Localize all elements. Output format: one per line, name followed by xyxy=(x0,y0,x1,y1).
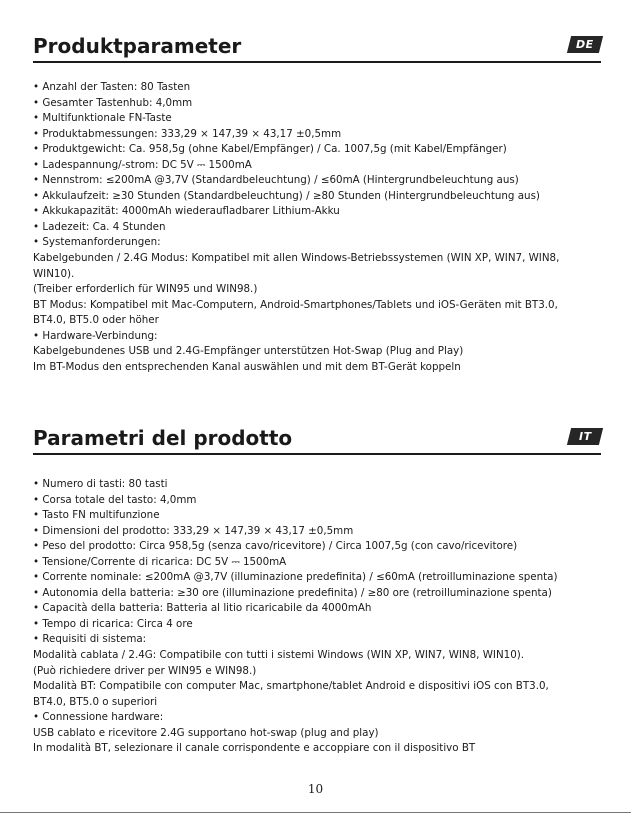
parameter-list xyxy=(33,477,601,757)
parameter-line: • Akkulaufzeit: ≥30 Stunden (Standardbeleuchtung) / ≥80 Stunden (Hintergrundbeleuchtung aus) xyxy=(33,189,540,202)
parameter-line: Kabelgebundenes USB und 2.4G-Empfänger unterstützen Hot-Swap (Plug and Play) xyxy=(33,345,464,358)
parameter-line: In modalità BT, selezionare il canale corrispondente e accoppiare con il dispositivo BT xyxy=(33,742,476,755)
parameter-line: Im BT-Modus den entsprechenden Kanal auswählen und mit dem BT-Gerät koppeln xyxy=(33,360,461,373)
section-de xyxy=(33,33,601,373)
parameter-line: • Autonomia della batteria: ≥30 ore (illuminazione predefinita) / ≥80 ore (retroilluminazione spenta) xyxy=(33,586,552,599)
parameter-line: • Corrente nominale: ≤200mA @3,7V (illuminazione predefinita) / ≤60mA (retroilluminazione spenta) xyxy=(33,571,558,584)
parameter-line: • Akkukapazität: 4000mAh wiederaufladbarer Lithium-Akku xyxy=(33,205,340,218)
section-it xyxy=(33,425,601,755)
parameter-line: • Produktabmessungen: 333,29 × 147,39 × 43,17 ±0,5mm xyxy=(33,127,342,140)
parameter-line: • Ladespannung/-strom: DC 5V ⎓ 1500mA xyxy=(33,158,252,171)
parameter-line: • Produktgewicht: Ca. 958,5g (ohne Kabel/Empfänger) / Ca. 1007,5g (mit Kabel/Empfänger) xyxy=(33,143,507,156)
language-badge-label: DE xyxy=(576,38,594,51)
parameter-line: • Tasto FN multifunzione xyxy=(33,509,160,522)
page-number: 10 xyxy=(307,782,324,796)
language-badge-de xyxy=(567,36,603,53)
parameter-line: WIN10). xyxy=(33,267,75,280)
parameter-line: • Ladezeit: Ca. 4 Stunden xyxy=(33,220,166,233)
parameter-line: • Connessione hardware: xyxy=(33,711,164,724)
section-title: Produktparameter xyxy=(33,34,242,58)
parameter-line: • Capacità della batteria: Batteria al litio ricaricabile da 4000mAh xyxy=(33,602,372,615)
title-underline xyxy=(33,453,601,455)
parameter-line: • Requisiti di sistema: xyxy=(33,633,147,646)
parameter-line: (Può richiedere driver per WIN95 e WIN98.) xyxy=(33,664,257,677)
parameter-list xyxy=(33,80,601,375)
page-bottom-rule xyxy=(0,812,631,813)
section-title: Parametri del prodotto xyxy=(33,426,293,450)
parameter-line: • Multifunktionale FN-Taste xyxy=(33,112,172,125)
parameter-line: • Tempo di ricarica: Circa 4 ore xyxy=(33,617,193,630)
parameter-line: BT Modus: Kompatibel mit Mac-Computern, Android-Smartphones/Tablets und iOS-Geräten mit BT3.0, xyxy=(33,298,558,311)
section-header xyxy=(33,33,601,63)
parameter-line: • Corsa totale del tasto: 4,0mm xyxy=(33,493,197,506)
parameter-line: • Hardware-Verbindung: xyxy=(33,329,158,342)
parameter-line: • Peso del prodotto: Circa 958,5g (senza cavo/ricevitore) / Circa 1007,5g (con cavo/ricevitore) xyxy=(33,540,518,553)
parameter-line: • Nennstrom: ≤200mA @3,7V (Standardbeleuchtung) / ≤60mA (Hintergrundbeleuchtung aus) xyxy=(33,174,519,187)
parameter-line: Modalità cablata / 2.4G: Compatibile con tutti i sistemi Windows (WIN XP, WIN7, WIN8, WIN10). xyxy=(33,649,525,662)
parameter-line: Kabelgebunden / 2.4G Modus: Kompatibel mit allen Windows-Betriebssystemen (WIN XP, WIN7, WIN8, xyxy=(33,252,560,265)
parameter-line: BT4.0, BT5.0 oder höher xyxy=(33,314,159,327)
language-badge-label: IT xyxy=(578,430,592,443)
parameter-line: • Systemanforderungen: xyxy=(33,236,161,249)
parameter-line: • Dimensioni del prodotto: 333,29 × 147,39 × 43,17 ±0,5mm xyxy=(33,524,354,537)
parameter-line: USB cablato e ricevitore 2.4G supportano hot-swap (plug and play) xyxy=(33,726,379,739)
parameter-line: BT4.0, BT5.0 o superiori xyxy=(33,695,158,708)
parameter-line: • Numero di tasti: 80 tasti xyxy=(33,478,168,490)
parameter-line: (Treiber erforderlich für WIN95 und WIN98.) xyxy=(33,283,258,296)
parameter-line: • Gesamter Tastenhub: 4,0mm xyxy=(33,96,193,109)
title-underline xyxy=(33,61,601,63)
section-header xyxy=(33,425,601,455)
parameter-line: • Tensione/Corrente di ricarica: DC 5V ⎓ 1500mA xyxy=(33,555,287,568)
parameter-line: • Anzahl der Tasten: 80 Tasten xyxy=(33,81,191,93)
parameter-line: Modalità BT: Compatibile con computer Mac, smartphone/tablet Android e dispositivi iOS con BT3.0, xyxy=(33,680,549,693)
language-badge-it xyxy=(567,428,603,445)
